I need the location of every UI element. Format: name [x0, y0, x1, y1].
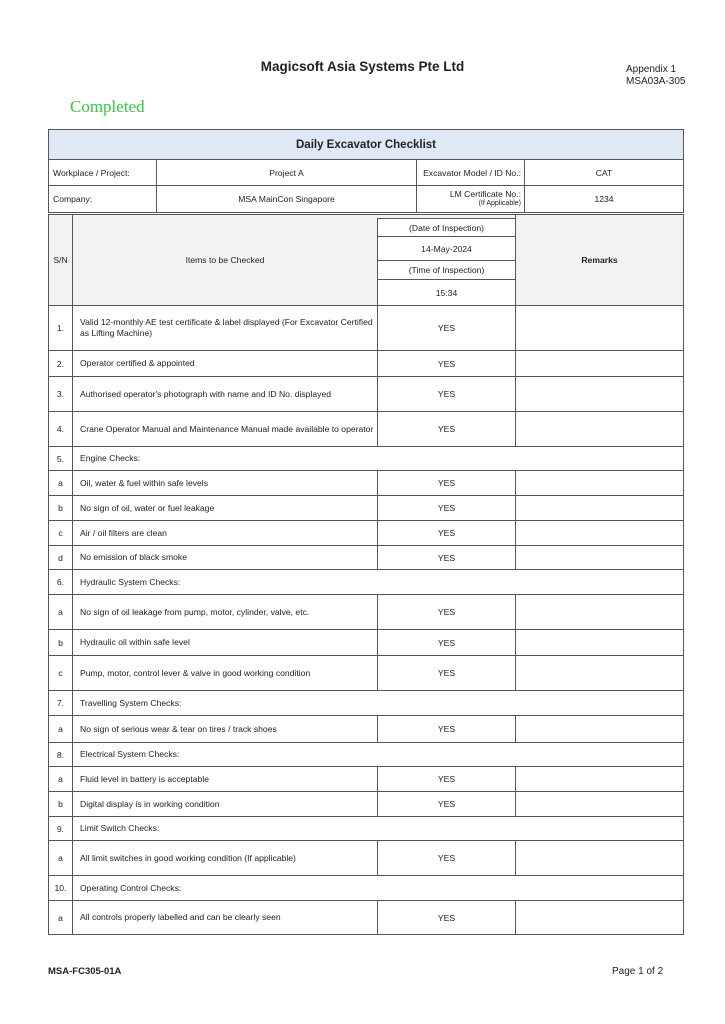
row-remarks[interactable] — [516, 496, 683, 520]
company-name: Magicsoft Asia Systems Pte Ltd — [260, 59, 465, 74]
time-label: (Time of Inspection) — [377, 260, 516, 280]
date-value: 14-May-2024 — [377, 236, 516, 261]
row-sn: 2. — [56, 358, 65, 369]
row-item: No sign of oil, water or fuel leakage — [80, 502, 215, 513]
workplace-value: Project A — [269, 167, 304, 178]
row-item: Operating Control Checks: — [80, 882, 182, 893]
row-sn: 1. — [56, 323, 65, 333]
row-value: YES — [437, 478, 456, 488]
table-row — [48, 767, 684, 792]
row-value: YES — [437, 724, 456, 734]
table-row — [48, 743, 684, 767]
date-label: (Date of Inspection) — [377, 218, 516, 237]
form-code: MSA-FC305-01A — [48, 966, 122, 977]
row-remarks[interactable] — [516, 716, 683, 742]
table-row — [48, 471, 684, 496]
row-sn: 10. — [54, 883, 67, 893]
table-row — [48, 521, 684, 546]
table-row — [48, 876, 684, 901]
table-row — [48, 716, 684, 743]
row-sn: 7. — [56, 698, 65, 708]
row-item: No emission of black smoke — [80, 552, 187, 562]
row-sn: 8. — [56, 749, 65, 760]
row-remarks[interactable] — [516, 351, 683, 376]
row-sn: c — [58, 528, 63, 538]
row-sn: d — [58, 552, 63, 563]
time-value: 15:34 — [377, 279, 516, 306]
row-item: Crane Operator Manual and Maintenance Manual made available to operator — [80, 423, 374, 434]
row-sn: b — [58, 637, 63, 648]
header-items: Items to be Checked — [185, 255, 265, 265]
row-item: Limit Switch Checks: — [80, 823, 160, 833]
row-remarks[interactable] — [516, 792, 683, 816]
row-sn: b — [58, 503, 63, 513]
table-row — [48, 817, 684, 841]
row-item: Engine Checks: — [80, 453, 141, 463]
checklist-title: Daily Excavator Checklist — [48, 129, 684, 160]
table-row — [48, 447, 684, 471]
row-value: YES — [437, 323, 456, 333]
row-sn: 5. — [56, 453, 65, 464]
appendix-line-1: Appendix 1 — [626, 64, 677, 75]
row-remarks[interactable] — [516, 630, 683, 655]
row-remarks[interactable] — [516, 901, 683, 934]
row-value: YES — [437, 774, 456, 784]
row-remarks[interactable] — [516, 595, 683, 629]
row-value: YES — [437, 637, 456, 648]
row-item: Pump, motor, control lever & valve in good working condition — [80, 667, 311, 678]
row-item: No sign of oil leakage from pump, motor, cylinder, valve, etc. — [80, 606, 310, 617]
row-item: Travelling System Checks: — [80, 697, 182, 708]
row-remarks[interactable] — [516, 546, 683, 569]
table-row — [48, 570, 684, 595]
row-remarks[interactable] — [516, 841, 683, 875]
row-remarks[interactable] — [516, 377, 683, 411]
row-value: YES — [437, 552, 456, 563]
table-row — [48, 377, 684, 412]
row-value: YES — [437, 503, 456, 513]
row-remarks[interactable] — [516, 471, 683, 495]
row-item: Air / oil filters are clean — [80, 527, 167, 538]
row-value: YES — [437, 389, 456, 399]
row-item: Authorised operator's photograph with name and ID No. displayed — [80, 388, 332, 399]
row-item: No sign of serious wear & tear on tires / track shoes — [80, 723, 277, 734]
table-row — [48, 792, 684, 817]
row-remarks[interactable] — [516, 656, 683, 690]
row-value: YES — [437, 424, 456, 434]
row-item: All controls properly labelled and can be clearly seen — [80, 912, 281, 922]
info-row-workplace — [48, 160, 684, 186]
row-item: Valid 12-monthly AE test certificate & label displayed (For Excavator Certified as Lifting Machine) — [80, 317, 373, 338]
row-sn: 9. — [56, 823, 65, 834]
row-sn: 4. — [56, 424, 65, 434]
table-row — [48, 546, 684, 570]
row-sn: 6. — [56, 577, 65, 587]
model-label: Excavator Model / ID No.: — [423, 167, 521, 178]
row-remarks[interactable] — [516, 521, 683, 545]
row-remarks[interactable] — [516, 767, 683, 791]
status-label: Completed — [70, 97, 145, 116]
row-value: YES — [437, 853, 456, 863]
row-item: Oil, water & fuel within safe levels — [80, 477, 209, 488]
row-remarks[interactable] — [516, 306, 683, 350]
lm-sub-label: (If Applicable) — [478, 200, 521, 207]
table-row — [48, 901, 684, 935]
company-value: MSA MainCon Singapore — [238, 194, 335, 204]
info-row-company — [48, 186, 684, 213]
table-row — [48, 496, 684, 521]
header-sn: S/N — [53, 255, 68, 265]
table-row — [48, 656, 684, 691]
row-sn: a — [58, 724, 63, 734]
table-row — [48, 841, 684, 876]
appendix-line-2: MSA03A-305 — [626, 76, 686, 87]
lm-label: LM Certificate No.: — [449, 189, 521, 199]
row-remarks[interactable] — [516, 412, 683, 446]
row-item: Hydraulic oil within safe level — [80, 637, 190, 647]
header-remarks: Remarks — [581, 255, 618, 265]
row-item: Electrical System Checks: — [80, 749, 180, 759]
row-value: YES — [437, 668, 456, 678]
row-value: YES — [437, 912, 456, 923]
table-row — [48, 351, 684, 377]
row-sn: a — [58, 478, 63, 488]
table-header — [48, 214, 684, 306]
row-sn: b — [58, 799, 63, 809]
table-row — [48, 412, 684, 447]
lm-label-cell — [417, 186, 523, 212]
row-item: Hydraulic System Checks: — [80, 576, 181, 587]
row-value: YES — [437, 528, 456, 538]
table-row — [48, 691, 684, 716]
row-item: All limit switches in good working condition (If applicable) — [80, 852, 296, 863]
row-value: YES — [437, 358, 456, 369]
row-value: YES — [437, 607, 456, 617]
row-sn: a — [58, 853, 63, 863]
row-sn: 3. — [56, 389, 65, 399]
appendix-ref — [626, 64, 685, 88]
table-row — [48, 630, 684, 656]
table-row — [48, 595, 684, 630]
row-sn: a — [58, 607, 63, 617]
lm-value: 1234 — [594, 194, 614, 204]
row-sn: a — [58, 774, 63, 784]
row-sn: a — [58, 912, 63, 923]
row-value: YES — [437, 799, 456, 809]
row-item: Fluid level in battery is acceptable — [80, 773, 209, 784]
model-value: CAT — [595, 167, 613, 178]
row-sn: c — [58, 668, 63, 678]
company-label: Company: — [53, 194, 93, 204]
row-item: Digital display is in working condition — [80, 798, 220, 809]
table-row — [48, 306, 684, 351]
row-item: Operator certified & appointed — [80, 358, 195, 368]
page-number: Page 1 of 2 — [612, 966, 664, 977]
workplace-label: Workplace / Project: — [53, 167, 130, 178]
